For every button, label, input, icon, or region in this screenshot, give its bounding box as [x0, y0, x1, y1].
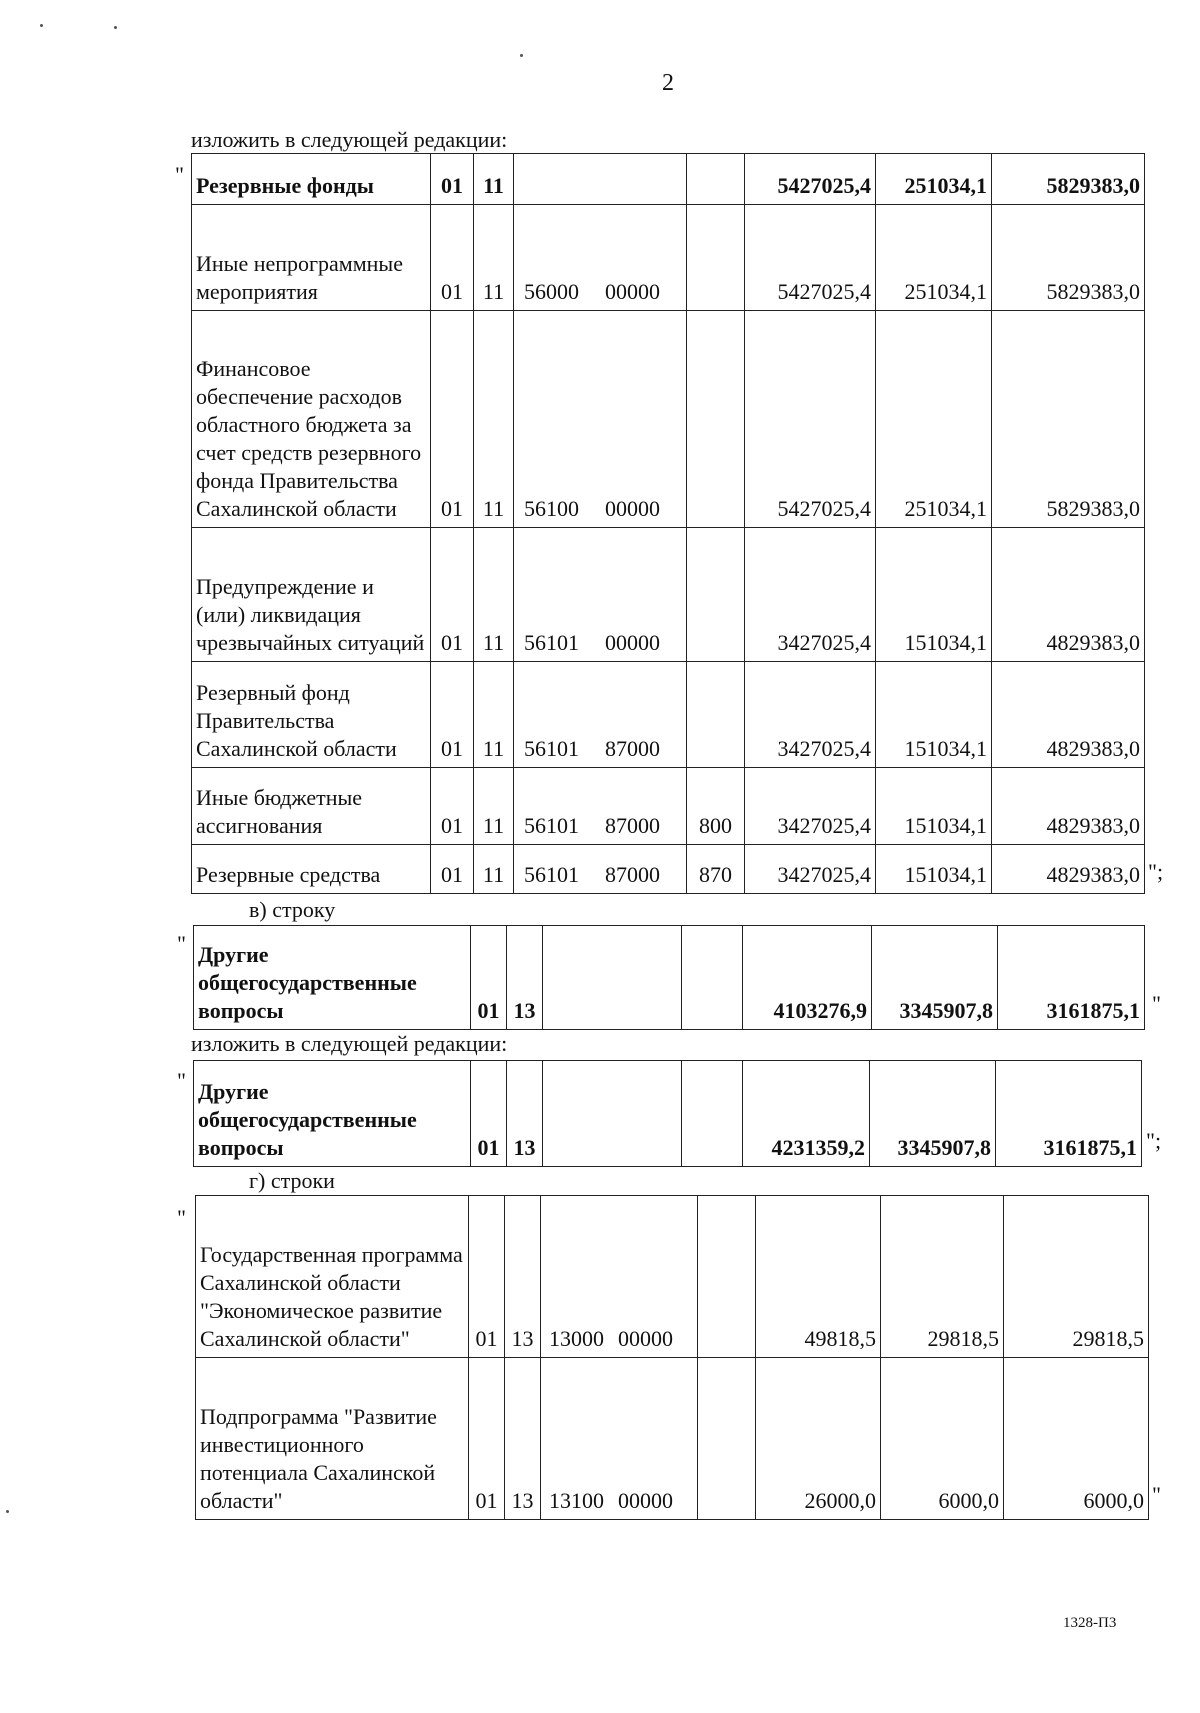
- scan-speck: [520, 54, 523, 57]
- value-cell: 3161875,1: [998, 926, 1145, 1030]
- pr-cell: 13: [505, 1196, 541, 1358]
- rz-cell: 01: [431, 662, 474, 768]
- pr-cell: 11: [474, 205, 514, 311]
- pr-cell: 13: [505, 1358, 541, 1520]
- csr-cell: [543, 1061, 682, 1167]
- value-cell: 3427025,4: [745, 768, 876, 845]
- vr-cell: 800: [687, 768, 745, 845]
- scan-speck: [114, 26, 117, 29]
- table-programs: [195, 1195, 1149, 1520]
- intro-text-4: г) строки: [249, 1168, 335, 1193]
- csr-cell: 13000 00000: [541, 1196, 698, 1358]
- csr-cell: 56101 87000: [514, 662, 687, 768]
- rz-cell: 01: [431, 205, 474, 311]
- csr-cell: 13100 00000: [541, 1358, 698, 1520]
- row-name: Иные непрограммные мероприятия: [192, 205, 431, 311]
- value-cell: 4829383,0: [992, 528, 1145, 662]
- vr-cell: [687, 662, 745, 768]
- table-row: [192, 845, 1145, 894]
- value-cell: 29818,5: [1004, 1196, 1149, 1358]
- value-cell: 151034,1: [876, 528, 992, 662]
- row-name: Подпрограмма "Развитие инвестиционного потенциала Сахалинской области": [196, 1358, 469, 1520]
- value-cell: 5829383,0: [992, 154, 1145, 205]
- value-cell: 151034,1: [876, 662, 992, 768]
- csr-cell: 56000 00000: [514, 205, 687, 311]
- value-cell: 3345907,8: [870, 1061, 996, 1167]
- vr-cell: [687, 311, 745, 528]
- row-name: Иные бюджетные ассигнования: [192, 768, 431, 845]
- value-cell: 3427025,4: [745, 845, 876, 894]
- table-reserve-funds: [191, 153, 1145, 894]
- csr-cell: 56100 00000: [514, 311, 687, 528]
- intro-text-2: в) строку: [249, 897, 336, 922]
- vr-cell: 870: [687, 845, 745, 894]
- scan-speck: [6, 1510, 9, 1513]
- close-quote-2: ": [1152, 991, 1161, 1016]
- value-cell: 4829383,0: [992, 662, 1145, 768]
- value-cell: 5829383,0: [992, 311, 1145, 528]
- vr-cell: [698, 1358, 756, 1520]
- open-quote-3: ": [177, 1068, 186, 1093]
- value-cell: 5427025,4: [745, 154, 876, 205]
- pr-cell: 11: [474, 528, 514, 662]
- csr-cell: [514, 154, 687, 205]
- rz-cell: 01: [431, 768, 474, 845]
- pr-cell: 13: [507, 1061, 543, 1167]
- csr-cell: 56101 00000: [514, 528, 687, 662]
- rz-cell: 01: [431, 154, 474, 205]
- value-cell: 3427025,4: [745, 528, 876, 662]
- rz-cell: 01: [471, 1061, 507, 1167]
- value-cell: 5427025,4: [745, 205, 876, 311]
- rz-cell: 01: [471, 926, 507, 1030]
- rz-cell: 01: [431, 528, 474, 662]
- rz-cell: 01: [431, 845, 474, 894]
- table-row: [192, 311, 1145, 528]
- close-quote-4: ": [1152, 1482, 1161, 1507]
- value-cell: 6000,0: [881, 1358, 1004, 1520]
- table-row: [196, 1196, 1149, 1358]
- close-quote-3: ";: [1146, 1128, 1162, 1153]
- table-other-issues-new: [193, 1060, 1142, 1167]
- table-row: [192, 154, 1145, 205]
- value-cell: 3427025,4: [745, 662, 876, 768]
- page-number: 2: [662, 70, 674, 96]
- value-cell: 251034,1: [876, 205, 992, 311]
- value-cell: 26000,0: [756, 1358, 881, 1520]
- row-name: Другие общегосударственные вопросы: [194, 926, 471, 1030]
- table-row: [192, 528, 1145, 662]
- value-cell: 3161875,1: [996, 1061, 1142, 1167]
- rz-cell: 01: [431, 311, 474, 528]
- vr-cell: [687, 528, 745, 662]
- csr-cell: 56101 87000: [514, 845, 687, 894]
- row-name: Финансовое обеспечение расходов областного бюджета за счет средств резервного фонда Правительства Сахалинской области: [192, 311, 431, 528]
- pr-cell: 11: [474, 311, 514, 528]
- table-row: [194, 926, 1145, 1030]
- table-row: [194, 1061, 1142, 1167]
- document-code: 1328-П3: [1063, 1615, 1117, 1631]
- value-cell: 4103276,9: [743, 926, 872, 1030]
- table-row: [192, 205, 1145, 311]
- vr-cell: [687, 205, 745, 311]
- value-cell: 251034,1: [876, 311, 992, 528]
- table-row: [196, 1358, 1149, 1520]
- intro-text-3: изложить в следующей редакции:: [191, 1031, 508, 1056]
- table-other-issues-old: [193, 925, 1145, 1030]
- value-cell: 151034,1: [876, 768, 992, 845]
- value-cell: 151034,1: [876, 845, 992, 894]
- vr-cell: [682, 1061, 743, 1167]
- csr-cell: [543, 926, 682, 1030]
- intro-text-1: изложить в следующей редакции:: [191, 127, 508, 152]
- value-cell: 49818,5: [756, 1196, 881, 1358]
- rz-cell: 01: [469, 1358, 505, 1520]
- open-quote-1: ": [175, 162, 184, 187]
- vr-cell: [682, 926, 743, 1030]
- vr-cell: [687, 154, 745, 205]
- close-quote-1: ";: [1148, 859, 1164, 884]
- table-row: [192, 768, 1145, 845]
- row-name: Резервный фонд Правительства Сахалинской области: [192, 662, 431, 768]
- row-name: Другие общегосударственные вопросы: [194, 1061, 471, 1167]
- scan-speck: [40, 24, 43, 27]
- csr-cell: 56101 87000: [514, 768, 687, 845]
- table-row: [192, 662, 1145, 768]
- row-name: Государственная программа Сахалинской области "Экономическое развитие Сахалинской области": [196, 1196, 469, 1358]
- open-quote-4: ": [177, 1205, 186, 1230]
- pr-cell: 11: [474, 845, 514, 894]
- value-cell: 251034,1: [876, 154, 992, 205]
- pr-cell: 13: [507, 926, 543, 1030]
- rz-cell: 01: [469, 1196, 505, 1358]
- row-name: Резервные средства: [192, 845, 431, 894]
- pr-cell: 11: [474, 154, 514, 205]
- value-cell: 4829383,0: [992, 768, 1145, 845]
- value-cell: 6000,0: [1004, 1358, 1149, 1520]
- value-cell: 3345907,8: [872, 926, 998, 1030]
- value-cell: 4829383,0: [992, 845, 1145, 894]
- vr-cell: [698, 1196, 756, 1358]
- value-cell: 29818,5: [881, 1196, 1004, 1358]
- row-name: Резервные фонды: [192, 154, 431, 205]
- open-quote-2: ": [177, 931, 186, 956]
- pr-cell: 11: [474, 662, 514, 768]
- value-cell: 4231359,2: [743, 1061, 870, 1167]
- value-cell: 5427025,4: [745, 311, 876, 528]
- value-cell: 5829383,0: [992, 205, 1145, 311]
- row-name: Предупреждение и (или) ликвидация чрезвычайных ситуаций: [192, 528, 431, 662]
- pr-cell: 11: [474, 768, 514, 845]
